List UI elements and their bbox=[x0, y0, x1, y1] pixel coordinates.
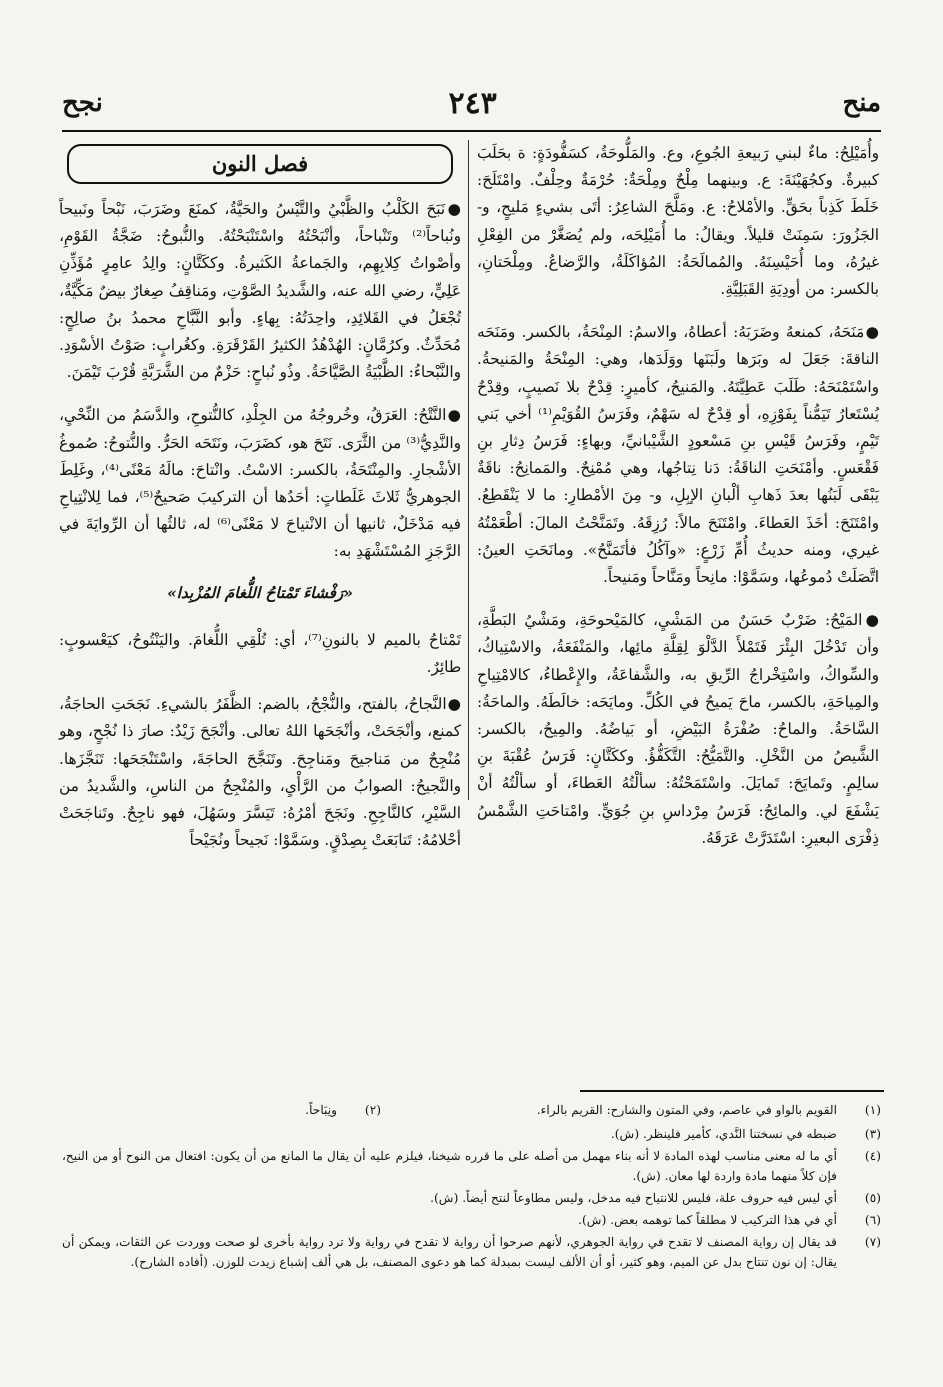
footnote-6 bbox=[62, 1210, 881, 1230]
headword-left: نجح bbox=[62, 88, 103, 118]
footnote-number: (٣) bbox=[864, 1127, 881, 1141]
footnote-text: القويم بالواو في عاصم، وفي المتون والشارح: القريم بالراء. bbox=[536, 1103, 837, 1117]
footnote-7 bbox=[62, 1232, 881, 1272]
footnote-rule bbox=[580, 1090, 884, 1092]
footnote-text: ونِبَاحاً. bbox=[305, 1103, 337, 1117]
footnote-text: أي ليس فيه حروف علة، فليس للانتياح فيه مدخل، وليس مطاوعاً لنتح أيضاً. (ش). bbox=[430, 1191, 837, 1205]
entry-najh: ●النَّجاحُ، بالفتح، والنُّجْحُ، بالضم: الظَّفَرُ بالشيءِ. نَجَحَتِ الحاجَةُ، كمنع، وأنْجَحَتْ، وأنْجَحَها اللهُ تعالى. وأنْجَحَ زَيْدٌ: صارَ ذا نُجْحٍ، وهو مُنْجِحٌ من مَناجيحَ ومَناجِحَ. وتَنَجَّحَ الحاجَةَ، واسْتَنْجَحَها: تَنَجَّزَها. والنَّجيحُ: الصوابُ من الرَّأْيِ، والمُنْجِحُ من الناسِ، والشَّديدُ من السَّيْرِ، كالنَّاجِحِ. ونَجَحَ أمْرُهُ: تَيَسَّرَ وسَهُلَ، فهو ناجِحٌ. وتَناجَحَتْ أحْلامُهُ: تَتابَعَتْ بِصِدْقٍ. وسَمَّوْا: نَجيحاً ونُجَيْحاً bbox=[59, 695, 461, 850]
entry-nath-tail: تَمْتاحُ بالميم لا بالنونِ⁽⁷⁾، أي: تُلْقِي اللُّغامَ. واليَنْتُوحُ، كيَعْسوبٍ: طائِرٌ. bbox=[59, 630, 461, 677]
column-divider bbox=[468, 140, 469, 800]
entry-malh-tail: وأُمَيْلِحُ: ماءٌ لبني رَبيعةِ الجُوعِ، وع. والمَلُّوحَةُ، كسَفُّودَةٍ: ة بحَلَبَ كبيرةٌ. وكجُهَيْنَةَ: ع. وبينهما مِلْحٌ ومِلْحَةٌ: حُرْمَةٌ وحِلْفٌ. وامْتَلَحَ: خَلَطَ كَذِباً بحَقٍّ. والأمْلاحُ: ع. ومَلَّحَ الشاعِرُ: أتَى بشيءٍ مَليحٍ، و- الجَزُورَ: سَمِنَتْ قليلاً. ويقالُ: ما أُمَيْلِحَه، ولم يُصَغَّرْ من الفِعْلِ غيرُهُ، وما أُحَيْسِنَهُ. والمُمالَحَةُ: المُؤاكَلَةُ، والرَّضاعُ. ومِلْحَتانِ، بالكسر: من أودِيَةِ القَبَلِيَّةِ. bbox=[477, 144, 879, 299]
left-column bbox=[59, 140, 461, 850]
footnote-text: ضبطه في نسختنا النَّدي، كأمير فلينظر. (ش). bbox=[610, 1127, 837, 1141]
entry-manh: ●مَنَحَهُ، كمنعهُ وضَرَبَهُ: أعطاهُ، والاسمُ: المِنْحَةُ، بالكسر. ومَنَحَه الناقةَ: جَعَلَ له وبَرَها ولَبَنَها ووَلَدَها، وهي: المِنْحَةُ والمَنيحةُ. واسْتَمْنَحَهُ: طَلَبَ عَطِيَّتَهُ. والمَنيحُ، كأميرٍ: قِدْحٌ بلا نَصيبٍ، وقِدْحٌ يُسْتَعارُ تَيَمُّناً بِفَوْزِهِ، أو قِدْحٌ له سَهْمٌ، وفَرَسُ القُوَيْمِ⁽¹⁾ أخي بَني تَيْمٍ، وفَرَسُ قَيْسِ بنِ مَسْعودٍ الشَّيْبانيِّ، وبهاءٍ: فَرَسُ دِثارِ بنِ فَقْعَسٍ. وأمْنَحَتِ الناقَةُ: دَنا نِتاجُها، وهي مُمْنِحٌ. والمَمانِحُ: ناقَةٌ يَبْقَى لَبَنُها بعدَ ذَهابِ ألْبانِ الإبِلِ، و- مِنَ الأمْطارِ: ما لا يَنْقَطِعُ. وامْتَنَحَ: أخَذَ العَطاءَ. وامْتَنَحَ مالاً: رُزِقَهُ. وتَمَنَّحْتُ المالَ: أطْعَمْتُهُ غيري، ومنه حديثُ أُمِّ زَرْعٍ: «وآكُلُ فأتَمَنَّحُ». ومانَحَتِ العينُ: اتَّصَلَتْ دُموعُها، وسَمَّوْا: مانِحاً ومَنَّاحاً ومَنيحاً. bbox=[477, 323, 879, 587]
footnote-number: (٥) bbox=[864, 1191, 881, 1205]
footnote-number: (٦) bbox=[864, 1213, 881, 1227]
footnote-3 bbox=[62, 1124, 881, 1144]
footnote-number: (٢) bbox=[364, 1103, 381, 1117]
footnotes bbox=[62, 1100, 881, 1274]
footnote-4 bbox=[62, 1146, 881, 1186]
footnote-number: (٧) bbox=[864, 1235, 881, 1249]
footnote-text: أي ما له معنى مناسب لهذه المادة لا أنه بناء مهمل من أصله على ما قرره شيخنا، فيلزم عليه أن يقال ما المانع من أن يكون: افتعال من النوح أو من النيح، فإن كلاً منهما مادة واردة لها معان. (ش). bbox=[62, 1149, 837, 1183]
entry-nabh: ●نَبَحَ الكَلْبُ والظَّبْيُ والتَّيْسُ والحَيَّةُ، كمنَعَ وضَرَبَ، نَبْحاً ونَبيحاً ونُباحاً⁽²⁾ وتَنْباحاً، وأنْبَحْتُهُ واسْتَنْبَحْتُهُ. والنُّبوحُ: ضَجَّةُ القَوْمِ، وأصْواتُ كِلابِهِم، والجَماعةُ الكَثيرةُ. وككَتَّانٍ: والِدُ عامِرٍ مُؤَذِّنِ عَلِيٍّ، رضي الله عنه، والشَّديدُ الصَّوْتِ، ومَناقِفُ صِغارٌ بيضٌ مَكِّيَّةٌ، تُجْعَلُ في القَلائِدِ، واحِدَتُهُ: بِهاءٍ. وأبو النَّبَّاحِ محمدُ بنُ صالِحٍ: مُحَدِّثٌ. وكرُمَّانٍ: الهُدْهُدُ الكثيرُ القَرْقَرَةِ. وكغُرابٍ: صَوْتُ الأسْوَدِ. والنَّبْحاءُ: الظَّبْيَةُ الصَّيَّاحَةُ. وذُو نُباحٍ: حَزْمٌ من الشَّرَبَّةِ قُرْبَ تَيْمَنَ. bbox=[59, 200, 461, 382]
right-column bbox=[477, 140, 879, 847]
entry-nath: ●النَّتْحُ: العَرَقُ، وخُروجُهُ من الجِلْدِ، كالنُّتوحِ، والدَّسَمُ من النِّحْيِ، والنَّدِيُّ⁽³⁾ من الثَّرَى. نَتَحَ هو، كضَرَبَ، ونَتَحَه الحَرُّ. والنُّتوحُ: صُموغُ الأشْجارِ. والمِنْتَحَةُ، بالكسر: الاسْتُ. وانْتاحَ: مالَهُ مَعْنًى⁽⁴⁾، وغَلِطَ الجوهريُّ ثَلاثَ غَلَطاتٍ: أحَدُها أن التركيبَ صَحيحٌ⁽⁵⁾، فما لِلانْتِياحِ فيه مَدْخَلٌ، ثانيها أن الانْتياحَ لا مَعْنًى⁽⁶⁾ له، ثالثُها أن الرِّوايَةَ في الرَّجَزِ المُسْتَشْهَدِ به: bbox=[59, 406, 461, 561]
footnote-2 bbox=[305, 1100, 381, 1120]
verse-quote: «رَفْشاءَ تَمْتاحُ اللُّغامَ المُزْبِدا» bbox=[167, 583, 353, 602]
section-title: فصل النون bbox=[67, 144, 453, 184]
footnote-text: قد يقال إن رواية المصنف لا تقدح في رواية الجوهري، لأنهم صرحوا أن رواية لا تقدح في رواية ولا ترد رواية بأخرى لو صحت ووردت عن الثقات، ويمكن أن يقال: إن نون تنتاح بدل عن الميم، وهو كثير، أو أن الألف ليست بمبدلة كما هو دعوى المصنف، بل هي ألف إشباع زيدت للوزن. (أفاده الشارح). bbox=[62, 1235, 837, 1269]
page-number: ٢٤٣ bbox=[448, 85, 497, 121]
page-header bbox=[62, 78, 881, 128]
footnote-row bbox=[62, 1100, 881, 1122]
footnote-5 bbox=[62, 1188, 881, 1208]
footnote-text: أي في هذا التركيب لا مطلقاً كما توهمه بعض. (ش). bbox=[578, 1213, 837, 1227]
footnote-number: (١) bbox=[864, 1103, 881, 1117]
entry-mayh: ●المَيْحُ: ضَرْبٌ حَسَنٌ من المَشْيِ، كالمَيْحوحَةِ، ومَشْيُ البَطَّةِ، وأن تَدْخُلَ البِئْرَ فَتَمْلأَ الدَّلْوَ لِقِلَّةِ مائِها، والمَنْفَعَةُ، والاسْتِياكُ، والسِّواكُ، واسْتِخْراجُ الرِّيقِ به، والشَّفاعَةُ، والإِعْطاءُ، كالامْتِياحِ والمِياحَةِ، بالكسر، ماحَ يَميحُ في الكُلِّ. ومايَحَه: خالَطَهُ. والماحَةُ: السَّاحَةُ. والماحُ: صُفْرَةُ البَيْضِ، أو بَياضُهُ. والمِيحُ، بالكسر: الشَّيصُ من النَّخْلِ. والتَّمَيُّحُ: التَّكَفُّؤُ. وككَتَّانٍ: فَرَسُ عُقْبَةَ بنِ سالِمٍ. وتَمايَحَ: تَمايَلَ. واسْتَمَحْتُهُ: سألْتُهُ العَطاءَ، أو سألْتُهُ أنْ يَشْفَعَ لي. والمائِحُ: فَرَسُ مِرْداسِ بنِ جُوَيٍّ. وامْتاحَتِ الشَّمْسُ ذِفْرَى البعيرِ: اسْتَدَرَّتْ عَرَقَهُ. bbox=[477, 611, 879, 847]
footnote-1 bbox=[441, 1100, 881, 1120]
footnote-number: (٤) bbox=[864, 1149, 881, 1163]
headword-right: منح bbox=[842, 88, 881, 118]
header-rule bbox=[62, 130, 881, 132]
